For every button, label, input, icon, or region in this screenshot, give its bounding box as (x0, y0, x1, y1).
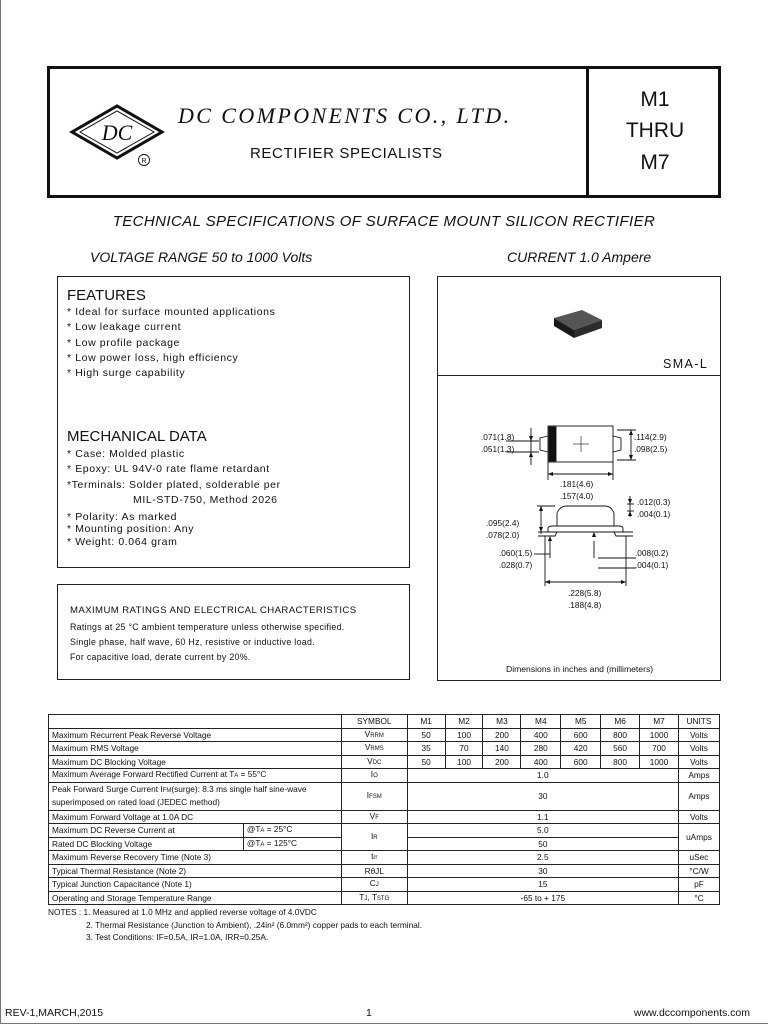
cell-value: 600 (561, 728, 601, 742)
cell-value: 1.0 (407, 769, 678, 783)
row-label (49, 769, 342, 783)
row-symbol (341, 810, 407, 824)
ratings-line: Ratings at 25 °C ambient temperature unless otherwise specified. (70, 622, 345, 632)
symbol-sub: RMS (370, 746, 384, 753)
col-header: M5 (561, 715, 601, 729)
cell-value: 15 (407, 878, 678, 892)
row-label: Typical Junction Capacitance (Note 1) (49, 878, 342, 892)
cond-sub: A (260, 841, 265, 848)
cell-unit: Amps (678, 769, 719, 783)
footer-page-number: 1 (366, 1007, 372, 1019)
symbol-sub: J (375, 882, 379, 889)
cell-unit: uSec (678, 851, 719, 865)
col-header: SYMBOL (341, 715, 407, 729)
page-left-edge (0, 0, 1, 1024)
dim-h2: .188(4.8) (568, 600, 602, 610)
cell-value: 400 (521, 728, 561, 742)
note-line: NOTES : 1. Measured at 1.0 MHz and applied reverse voltage of 4.0VDC (48, 907, 317, 917)
cell-unit: Amps (678, 782, 719, 810)
table-row (49, 864, 720, 878)
label-part: Maximum Average Forward Rectified Current at T (52, 769, 235, 780)
cell-unit: Volts (678, 755, 719, 769)
col-header: M3 (483, 715, 521, 729)
col-header: M1 (407, 715, 445, 729)
symbol-sub: F (375, 814, 379, 821)
label-part: (surge): 8.3 ms single half sine-wave (171, 783, 307, 794)
symbol-main: t (371, 851, 374, 862)
cell-unit: °C (678, 891, 719, 905)
part-to: M7 (640, 151, 670, 174)
dim-h1: .228(5.8) (568, 588, 602, 598)
cell-value: 280 (521, 742, 561, 756)
symbol-sub: O (373, 773, 378, 780)
dimensions-caption: Dimensions in inches and (millimeters) (506, 664, 654, 674)
package-name: SMA-L (663, 357, 709, 371)
col-header: M6 (601, 715, 640, 729)
part-thru: THRU (625, 119, 685, 142)
feature-item: * High surge capability (67, 367, 186, 380)
cond-part: @T (246, 824, 261, 835)
ratings-line: For capacitive load, derate current by 20%. (70, 652, 251, 662)
dim-d2: .004(0.1) (637, 509, 671, 519)
table-row (49, 728, 720, 742)
dim-c1: .181(4.6) (560, 479, 594, 489)
features-heading: FEATURES (67, 287, 146, 304)
feature-item: * Low leakage current (67, 321, 182, 334)
cell-value: 50 (407, 728, 445, 742)
current-rating: CURRENT 1.0 Ampere (507, 249, 652, 265)
label-part: Peak Forward Surge Current I (52, 783, 163, 794)
cond-sub: A (260, 828, 265, 835)
symbol-main: , T (367, 891, 377, 902)
dim-b1: .114(2.9) (634, 432, 667, 442)
mechanical-heading: MECHANICAL DATA (67, 428, 207, 445)
row-symbol (341, 755, 407, 769)
cell-value: 700 (640, 742, 679, 756)
dim-f2: .028(0.7) (499, 560, 533, 570)
voltage-range: VOLTAGE RANGE 50 to 1000 Volts (90, 249, 313, 265)
symbol-main: C (369, 878, 376, 889)
symbol-main: V (364, 742, 371, 753)
cell-unit: Volts (678, 810, 719, 824)
cell-value: 100 (445, 728, 483, 742)
mechanical-item: * Epoxy: UL 94V-0 rate flame retardant (67, 463, 270, 476)
cell-value: -65 to + 175 (407, 891, 678, 905)
note-line: 2. Thermal Resistance (Junction to Ambient), .24in² (6.0mm²) copper pads to each terminal. (86, 919, 423, 930)
cell-value: 200 (483, 755, 521, 769)
part-from: M1 (640, 88, 670, 111)
mechanical-item: * Mounting position: Any (67, 523, 195, 536)
company-logo (68, 102, 168, 172)
cond-part: = 125°C (264, 837, 298, 848)
feature-item: * Low profile package (67, 336, 180, 349)
cell-unit: pF (678, 878, 719, 892)
col-header: M2 (445, 715, 483, 729)
table-row (49, 742, 720, 756)
cell-value: 35 (407, 742, 445, 756)
footer-website[interactable]: www.dccomponents.com (633, 1007, 750, 1019)
cell-value: 5.0 (407, 824, 678, 838)
mechanical-item: *Terminals: Solder plated, solderable per (67, 478, 281, 491)
mechanical-list (67, 447, 281, 549)
row-label: Maximum Recurrent Peak Reverse Voltage (49, 728, 342, 742)
logo-text: DC (101, 120, 133, 145)
row-label: Typical Thermal Resistance (Note 2) (49, 864, 342, 878)
company-name: DC COMPONENTS CO., LTD. (178, 103, 512, 128)
cell-value: 140 (483, 742, 521, 756)
cell-value: 70 (445, 742, 483, 756)
row-condition (243, 837, 341, 851)
registered-mark: R (141, 158, 147, 165)
row-symbol (341, 851, 407, 865)
dim-d1: .012(0.3) (637, 497, 671, 507)
dim-a1: .071(1.8) (481, 432, 515, 442)
row-symbol (341, 769, 407, 783)
row-label: Rated DC Blocking Voltage (49, 837, 244, 851)
symbol-main: I (366, 790, 370, 800)
row-label: Maximum Forward Voltage at 1.0A DC (49, 810, 342, 824)
symbol-sub: R (373, 835, 378, 841)
mechanical-item: * Case: Molded plastic (67, 448, 185, 460)
col-header: M7 (640, 715, 679, 729)
spec-table (48, 714, 720, 905)
table-row (49, 891, 720, 905)
row-symbol (341, 728, 407, 742)
table-row (49, 878, 720, 892)
row-label: Operating and Storage Temperature Range (49, 891, 342, 905)
cell-value: 560 (601, 742, 640, 756)
row-symbol (341, 742, 407, 756)
col-header: UNITS (678, 715, 719, 729)
dim-e2: .078(2.0) (486, 530, 520, 540)
cell-unit: Volts (678, 742, 719, 756)
dim-g1: .008(0.2) (635, 548, 669, 558)
mechanical-item: MIL-STD-750, Method 2026 (133, 493, 278, 506)
row-label: Maximum DC Reverse Current at (49, 824, 244, 838)
table-header-row (49, 715, 720, 729)
cell-value: 1000 (640, 755, 679, 769)
row-symbol (341, 878, 407, 892)
feature-item: * Ideal for surface mounted applications (67, 306, 276, 318)
symbol-sub: rr (373, 855, 378, 862)
row-symbol (341, 782, 407, 810)
cell-value: 50 (407, 755, 445, 769)
features-list (67, 305, 275, 381)
ratings-heading: MAXIMUM RATINGS AND ELECTRICAL CHARACTERISTICS (70, 605, 357, 616)
table-row (49, 782, 720, 810)
cell-value: 400 (521, 755, 561, 769)
notes (48, 906, 422, 944)
symbol-sub: STG (376, 895, 390, 902)
cell-value: 2.5 (407, 851, 678, 865)
symbol-main: T (359, 891, 365, 902)
mechanical-item: * Weight: 0.064 gram (67, 536, 178, 549)
company-tagline: RECTIFIER SPECIALISTS (250, 145, 443, 162)
cell-value: 800 (601, 755, 640, 769)
label-line (52, 784, 338, 798)
symbol-main: I (370, 831, 374, 841)
package-photo (548, 300, 608, 345)
cell-value: 30 (407, 864, 678, 878)
dim-e1: .095(2.4) (486, 518, 520, 528)
cell-value: 30 (407, 782, 678, 810)
cell-value: 800 (601, 728, 640, 742)
cond-part: = 25°C (264, 824, 293, 835)
symbol-sub: FSM (369, 794, 382, 800)
symbol-main: V (367, 755, 373, 766)
symbol-main: V (364, 728, 371, 739)
dim-f1: .060(1.5) (499, 548, 533, 558)
document-title: TECHNICAL SPECIFICATIONS OF SURFACE MOUNT SILICON RECTIFIER (112, 213, 656, 230)
label-part: = 55°C (238, 769, 267, 780)
cell-value: 600 (561, 755, 601, 769)
row-condition (243, 824, 341, 838)
ratings-line: Single phase, half wave, 60 Hz, resistive or inductive load. (70, 637, 315, 647)
symbol-main: I (370, 769, 374, 780)
symbol-main: V (369, 810, 376, 821)
cond-part: @T (246, 837, 261, 848)
cell-value: 100 (445, 755, 483, 769)
dim-c2: .157(4.0) (560, 491, 594, 501)
row-symbol: RθJL (341, 864, 407, 878)
row-label: Maximum Reverse Recovery Time (Note 3) (49, 851, 342, 865)
cell-unit: °C/W (678, 864, 719, 878)
dim-a2: .051(1.3) (481, 444, 515, 454)
dim-g2: .004(0.1) (635, 560, 669, 570)
symbol-sub: RRM (370, 732, 384, 739)
table-header-blank (49, 715, 342, 729)
dim-b2: .098(2.5) (634, 444, 668, 454)
table-row (49, 810, 720, 824)
label-sub: FM (162, 787, 172, 794)
table-row (49, 851, 720, 865)
row-label: Maximum RMS Voltage (49, 742, 342, 756)
cell-unit: Volts (678, 728, 719, 742)
footer-revision: REV-1,MARCH,2015 (5, 1007, 104, 1019)
ratings-notes (70, 620, 345, 665)
cell-value: 1.1 (407, 810, 678, 824)
table-row (49, 824, 720, 838)
label-sub: A (234, 773, 239, 780)
table-row (49, 755, 720, 769)
table-row (49, 769, 720, 783)
cell-value: 200 (483, 728, 521, 742)
col-header: M4 (521, 715, 561, 729)
row-symbol (341, 824, 407, 851)
symbol-sub: DC (372, 759, 382, 766)
feature-item: * Low power loss, high efficiency (67, 351, 239, 364)
cell-value: 50 (407, 837, 678, 851)
note-line: 3. Test Conditions: IF=0.5A, IR=1.0A, IRR=0.25A. (86, 932, 269, 943)
symbol-sub: J (364, 895, 368, 902)
cell-value: 1000 (640, 728, 679, 742)
row-label (49, 782, 342, 810)
cell-value: 420 (561, 742, 601, 756)
row-symbol (341, 891, 407, 905)
label-line: superimposed on rated load (JEDEC method) (52, 797, 220, 807)
row-label: Maximum DC Blocking Voltage (49, 755, 342, 769)
cell-unit: uAmps (678, 824, 719, 851)
mechanical-item: * Polarity: As marked (67, 511, 178, 524)
